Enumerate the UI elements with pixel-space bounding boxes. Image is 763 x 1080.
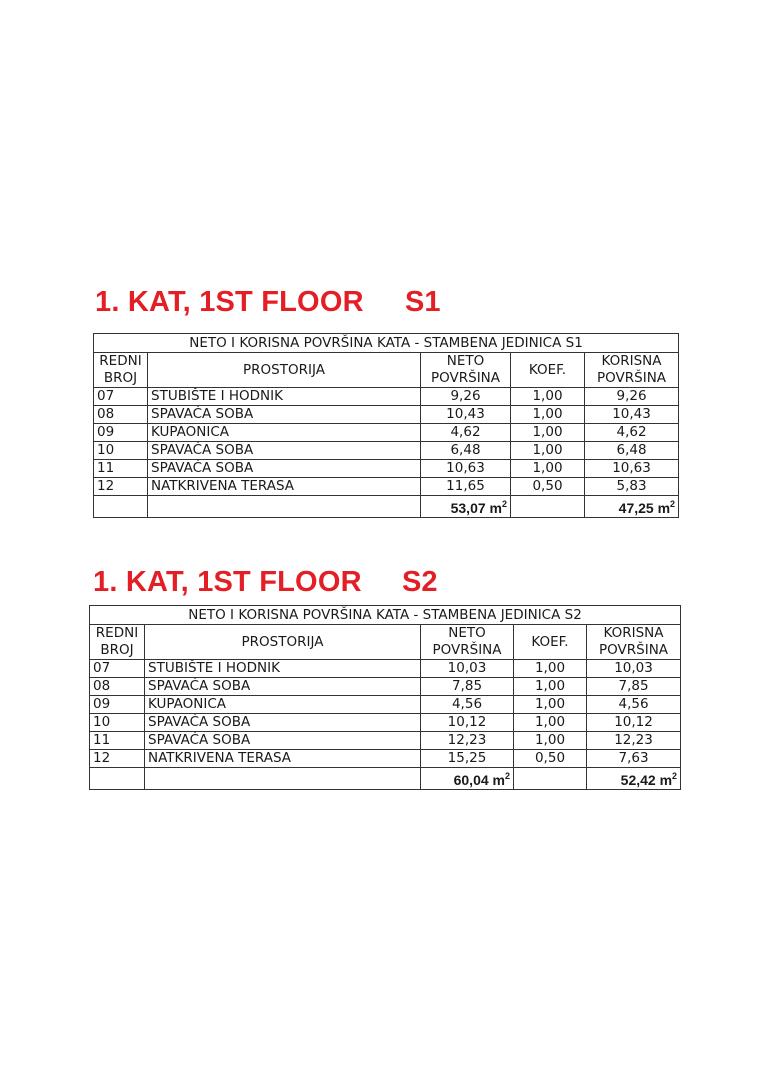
- table-row: [94, 442, 679, 460]
- row-room: KUPAONICA: [145, 696, 421, 714]
- row-usable: 9,26: [585, 388, 679, 406]
- row-coef: 0,50: [514, 750, 587, 768]
- table-row: [90, 660, 681, 678]
- row-usable: 10,43: [585, 406, 679, 424]
- row-no: 11: [94, 460, 148, 478]
- row-coef: 0,50: [511, 478, 585, 496]
- row-room: KUPAONICA: [148, 424, 421, 442]
- table-row: [94, 388, 679, 406]
- row-room: STUBIŠTE I HODNIK: [145, 660, 421, 678]
- row-coef: 1,00: [514, 696, 587, 714]
- row-coef: 1,00: [511, 460, 585, 478]
- row-no: 12: [90, 750, 145, 768]
- row-usable: 10,12: [587, 714, 681, 732]
- total-row: [90, 768, 681, 790]
- row-no: 09: [90, 696, 145, 714]
- row-usable: 5,83: [585, 478, 679, 496]
- area-table-s1: [93, 333, 679, 518]
- row-coef: 1,00: [514, 660, 587, 678]
- row-coef: 1,00: [511, 424, 585, 442]
- row-net: 9,26: [421, 388, 511, 406]
- table-row: [90, 750, 681, 768]
- row-net: 4,56: [421, 696, 514, 714]
- row-coef: 1,00: [514, 732, 587, 750]
- row-net: 15,25: [421, 750, 514, 768]
- unit-code-s1: S1: [405, 286, 441, 318]
- row-usable: 4,62: [585, 424, 679, 442]
- row-no: 12: [94, 478, 148, 496]
- total-row: [94, 496, 679, 518]
- row-usable: 7,63: [587, 750, 681, 768]
- table-row: [90, 696, 681, 714]
- row-no: 07: [94, 388, 148, 406]
- area-table-s2: [89, 605, 681, 790]
- row-usable: 10,03: [587, 660, 681, 678]
- col-header-no: REDNI BROJ: [90, 625, 145, 660]
- row-no: 09: [94, 424, 148, 442]
- row-no: 11: [90, 732, 145, 750]
- row-net: 11,65: [421, 478, 511, 496]
- row-net: 10,63: [421, 460, 511, 478]
- row-usable: 7,85: [587, 678, 681, 696]
- row-no: 10: [90, 714, 145, 732]
- row-coef: 1,00: [511, 388, 585, 406]
- row-room: SPAVAĆA SOBA: [145, 678, 421, 696]
- col-header-coef: KOEF.: [514, 625, 587, 660]
- row-usable: 12,23: [587, 732, 681, 750]
- row-room: SPAVAĆA SOBA: [148, 442, 421, 460]
- row-coef: 1,00: [514, 678, 587, 696]
- table-row: [90, 714, 681, 732]
- col-header-usable: KORISNA POVRŠINA: [587, 625, 681, 660]
- row-net: 10,03: [421, 660, 514, 678]
- floor-heading-s2: 1. KAT, 1ST FLOOR: [93, 566, 362, 598]
- row-net: 10,43: [421, 406, 511, 424]
- col-header-no: REDNI BROJ: [94, 353, 148, 388]
- table-title: NETO I KORISNA POVRŠINA KATA - STAMBENA JEDINICA S1: [94, 334, 679, 353]
- col-header-net: NETO POVRŠINA: [421, 353, 511, 388]
- col-header-room: PROSTORIJA: [148, 353, 421, 388]
- floor-heading-s1: 1. KAT, 1ST FLOOR: [95, 286, 364, 318]
- total-usable: 52,42 $m^2$: [587, 768, 681, 790]
- row-net: 12,23: [421, 732, 514, 750]
- col-header-room: PROSTORIJA: [145, 625, 421, 660]
- table-title: NETO I KORISNA POVRŠINA KATA - STAMBENA JEDINICA S2: [90, 606, 681, 625]
- table-row: [94, 424, 679, 442]
- row-net: 4,62: [421, 424, 511, 442]
- row-net: 7,85: [421, 678, 514, 696]
- unit-code-s2: S2: [402, 566, 438, 598]
- row-coef: 1,00: [511, 406, 585, 424]
- row-no: 08: [94, 406, 148, 424]
- row-room: NATKRIVENA TERASA: [145, 750, 421, 768]
- row-net: 6,48: [421, 442, 511, 460]
- row-net: 10,12: [421, 714, 514, 732]
- row-no: 10: [94, 442, 148, 460]
- total-net: 53,07 $m^2$: [421, 496, 511, 518]
- col-header-net: NETO POVRŠINA: [421, 625, 514, 660]
- row-room: SPAVAĆA SOBA: [145, 732, 421, 750]
- col-header-usable: KORISNA POVRŠINA: [585, 353, 679, 388]
- table-row: [90, 678, 681, 696]
- row-room: SPAVAĆA SOBA: [148, 406, 421, 424]
- row-usable: 4,56: [587, 696, 681, 714]
- row-coef: 1,00: [514, 714, 587, 732]
- row-room: NATKRIVENA TERASA: [148, 478, 421, 496]
- total-usable: 47,25 $m^2$: [585, 496, 679, 518]
- row-room: SPAVAĆA SOBA: [145, 714, 421, 732]
- row-usable: 6,48: [585, 442, 679, 460]
- table-row: [94, 406, 679, 424]
- row-no: 07: [90, 660, 145, 678]
- row-room: STUBIŠTE I HODNIK: [148, 388, 421, 406]
- table-row: [94, 478, 679, 496]
- row-usable: 10,63: [585, 460, 679, 478]
- row-no: 08: [90, 678, 145, 696]
- table-row: [94, 460, 679, 478]
- col-header-coef: KOEF.: [511, 353, 585, 388]
- table-row: [90, 732, 681, 750]
- total-net: 60,04 $m^2$: [421, 768, 514, 790]
- row-room: SPAVAĆA SOBA: [148, 460, 421, 478]
- row-coef: 1,00: [511, 442, 585, 460]
